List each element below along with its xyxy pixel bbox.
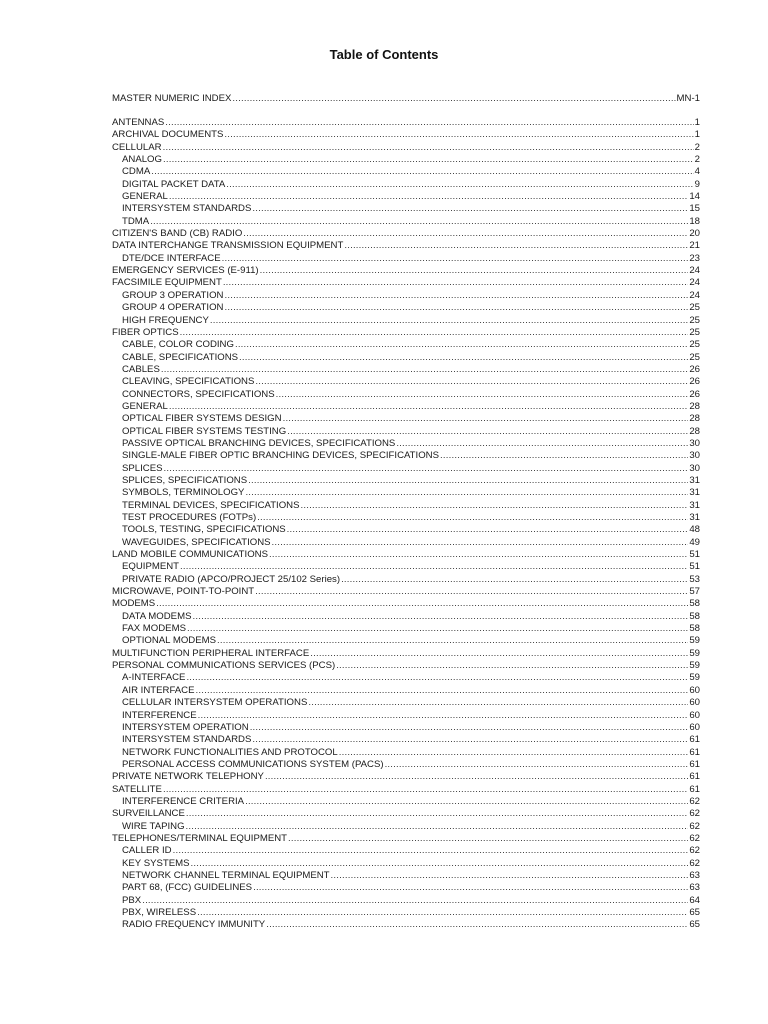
toc-entry-label: FIBER OPTICS xyxy=(112,326,179,338)
dot-leader xyxy=(210,315,688,327)
dot-leader xyxy=(341,574,688,586)
toc-entry-page: 1 xyxy=(694,129,700,141)
toc-entry-label: OPTIONAL MODEMS xyxy=(122,635,216,647)
dot-leader xyxy=(224,290,688,302)
toc-entry-label: WIRE TAPING xyxy=(122,820,185,832)
toc-entry[interactable] xyxy=(112,117,700,129)
toc-entry-label: INTERFERENCE xyxy=(122,709,197,721)
toc-entry[interactable] xyxy=(112,401,700,413)
toc-entry-page: 31 xyxy=(689,487,700,499)
toc-entry[interactable] xyxy=(112,302,700,314)
toc-entry-page: 60 xyxy=(689,709,700,721)
dot-leader xyxy=(232,93,675,105)
toc-entry-page: 59 xyxy=(689,660,700,672)
toc-entry-label: TOOLS, TESTING, SPECIFICATIONS xyxy=(122,524,286,536)
toc-entry[interactable] xyxy=(112,635,700,647)
toc-entry-label: MASTER NUMERIC INDEX xyxy=(112,93,232,104)
toc-entry[interactable] xyxy=(112,808,700,820)
toc-entry-page: 25 xyxy=(689,314,700,326)
toc-entry-page: 31 xyxy=(689,512,700,523)
toc-entry-label: INTERSYSTEM OPERATION xyxy=(122,721,249,733)
toc-entry-page: 53 xyxy=(689,573,700,585)
toc-entry-label: MULTIFUNCTION PERIPHERAL INTERFACE xyxy=(112,647,310,659)
toc-entry[interactable] xyxy=(112,364,700,376)
toc-entry-label: ARCHIVAL DOCUMENTS xyxy=(112,129,224,141)
master-index-section xyxy=(112,93,700,105)
dot-leader xyxy=(173,845,689,857)
toc-entry-page: 65 xyxy=(689,907,700,918)
dot-leader xyxy=(142,895,688,907)
toc-entry-label: CONNECTORS, SPECIFICATIONS xyxy=(122,388,275,400)
dot-leader xyxy=(186,821,689,833)
toc-entry-label: GROUP 3 OPERATION xyxy=(122,289,224,301)
toc-entry-page: 61 xyxy=(689,783,700,795)
dot-leader xyxy=(287,426,688,438)
toc-entry-label: TELEPHONES/TERMINAL EQUIPMENT xyxy=(112,832,288,844)
dot-leader xyxy=(272,537,689,549)
toc-entry[interactable] xyxy=(112,450,700,462)
dot-leader xyxy=(288,833,688,845)
toc-entry[interactable] xyxy=(112,191,700,203)
toc-entry[interactable] xyxy=(112,685,700,697)
toc-entry-page: 48 xyxy=(689,524,700,536)
toc-entry-page: 14 xyxy=(689,191,700,203)
toc-entry[interactable] xyxy=(112,895,700,907)
toc-entry-page: 59 xyxy=(689,635,700,647)
toc-entry-label: PRIVATE NETWORK TELEPHONY xyxy=(112,771,264,783)
toc-entry-page: 61 xyxy=(689,734,700,746)
toc-entry-page: 24 xyxy=(689,265,700,277)
toc-entry-page: 2 xyxy=(694,154,700,166)
toc-entry-page: 30 xyxy=(689,450,700,462)
toc-list xyxy=(112,117,700,932)
toc-entry-label: HIGH FREQUENCY xyxy=(122,314,209,326)
toc-entry-page: 15 xyxy=(689,203,700,215)
dot-leader xyxy=(245,487,688,499)
toc-entry[interactable] xyxy=(112,265,700,277)
dot-leader xyxy=(150,216,688,228)
dot-leader xyxy=(255,376,688,388)
dot-leader xyxy=(339,747,689,759)
toc-entry[interactable] xyxy=(112,475,700,487)
toc-entry-page: 26 xyxy=(689,388,700,400)
toc-entry-page: 25 xyxy=(689,302,700,314)
dot-leader xyxy=(169,191,688,203)
toc-entry-label: TDMA xyxy=(122,215,150,227)
toc-entry-page: 21 xyxy=(689,240,700,252)
toc-entry[interactable] xyxy=(112,623,700,635)
dot-leader xyxy=(191,858,689,870)
dot-leader xyxy=(224,302,688,314)
dot-leader xyxy=(260,265,689,277)
dot-leader xyxy=(336,660,688,672)
dot-leader xyxy=(252,203,688,215)
toc-entry-page: 25 xyxy=(689,339,700,351)
dot-leader xyxy=(163,142,694,154)
toc-entry-label: EMERGENCY SERVICES (E-911) xyxy=(112,265,259,277)
toc-entry[interactable] xyxy=(112,203,700,215)
toc-entry-page: 58 xyxy=(689,623,700,635)
dot-leader xyxy=(265,771,688,783)
toc-entry[interactable] xyxy=(112,722,700,734)
dot-leader xyxy=(250,722,689,734)
toc-entry-page: 24 xyxy=(689,289,700,301)
dot-leader xyxy=(266,919,688,931)
toc-entry-page: 26 xyxy=(689,376,700,388)
toc-entry[interactable] xyxy=(112,413,700,425)
dot-leader xyxy=(253,882,688,894)
toc-entry-label: SINGLE-MALE FIBER OPTIC BRANCHING DEVICES, SPECIFICATIONS xyxy=(122,450,440,462)
toc-entry-page: 24 xyxy=(689,277,700,289)
toc-entry[interactable] xyxy=(112,179,700,191)
dot-leader xyxy=(197,907,688,919)
toc-entry[interactable] xyxy=(112,833,700,845)
dot-leader xyxy=(255,586,688,598)
toc-entry-page: 60 xyxy=(689,684,700,696)
toc-entry[interactable] xyxy=(112,907,700,919)
dot-leader xyxy=(187,623,688,635)
toc-entry-page: 60 xyxy=(689,721,700,733)
toc-entry-label: CLEAVING, SPECIFICATIONS xyxy=(122,376,255,388)
toc-entry[interactable] xyxy=(112,290,700,302)
toc-entry-page: 62 xyxy=(689,808,700,820)
toc-entry[interactable] xyxy=(112,277,700,289)
toc-entry-page: 9 xyxy=(694,178,700,190)
toc-entry[interactable] xyxy=(112,154,700,166)
toc-entry-page: 30 xyxy=(689,437,700,449)
toc-entry-label: OPTICAL FIBER SYSTEMS DESIGN xyxy=(122,413,282,425)
dot-leader xyxy=(196,685,689,697)
dot-leader xyxy=(239,352,688,364)
toc-entry-label: DATA INTERCHANGE TRANSMISSION EQUIPMENT xyxy=(112,240,344,252)
toc-entry-page: 59 xyxy=(689,647,700,659)
toc-entry-page: 18 xyxy=(689,215,700,227)
toc-entry[interactable] xyxy=(112,524,700,536)
dot-leader xyxy=(186,808,688,820)
toc-entry[interactable] xyxy=(112,821,700,833)
toc-entry[interactable] xyxy=(112,710,700,722)
toc-entry-label: RADIO FREQUENCY IMMUNITY xyxy=(122,919,266,931)
toc-entry-label: CALLER ID xyxy=(122,845,172,857)
toc-entry[interactable] xyxy=(112,537,700,549)
toc-entry[interactable] xyxy=(112,672,700,684)
dot-leader xyxy=(276,389,689,401)
toc-entry-page: 59 xyxy=(689,672,700,684)
toc-entry-label: SURVEILLANCE xyxy=(112,808,185,820)
dot-leader xyxy=(180,561,688,573)
toc-entry[interactable] xyxy=(112,339,700,351)
toc-entry-page: 26 xyxy=(689,363,700,375)
toc-entry-label: SPLICES, SPECIFICATIONS xyxy=(122,474,248,486)
toc-entry-page: 25 xyxy=(689,351,700,363)
toc-entry-label: A-INTERFACE xyxy=(122,672,186,684)
dot-leader xyxy=(331,870,689,882)
toc-entry[interactable] xyxy=(112,463,700,475)
dot-leader xyxy=(224,129,693,141)
toc-entry-label: AIR INTERFACE xyxy=(122,684,195,696)
toc-entry[interactable] xyxy=(112,352,700,364)
dot-leader xyxy=(248,475,688,487)
toc-entry-label: OPTICAL FIBER SYSTEMS TESTING xyxy=(122,425,287,437)
toc-entry-label: PERSONAL ACCESS COMMUNICATIONS SYSTEM (PACS) xyxy=(122,758,384,770)
toc-entry-label: PBX xyxy=(122,894,142,906)
toc-entry-label: FACSIMILE EQUIPMENT xyxy=(112,277,222,289)
toc-entry-label: PBX, WIRELESS xyxy=(122,907,197,918)
dot-leader xyxy=(156,598,688,610)
dot-leader xyxy=(151,166,693,178)
dot-leader xyxy=(245,796,688,808)
toc-entry-label: NETWORK FUNCTIONALITIES AND PROTOCOL xyxy=(122,746,338,758)
dot-leader xyxy=(283,413,689,425)
toc-entry-page: 51 xyxy=(689,549,700,561)
toc-entry-label: SPLICES xyxy=(122,462,163,474)
toc-entry[interactable] xyxy=(112,858,700,870)
toc-entry-label: CABLES xyxy=(122,363,160,375)
toc-entry-label: DATA MODEMS xyxy=(122,610,192,622)
dot-leader xyxy=(222,253,689,265)
toc-entry-page: 25 xyxy=(689,326,700,338)
toc-entry-label: DTE/DCE INTERFACE xyxy=(122,252,221,264)
toc-entry-label: GENERAL xyxy=(122,191,168,203)
toc-entry-label: CDMA xyxy=(122,166,151,178)
toc-entry[interactable] xyxy=(112,512,700,524)
toc-entry[interactable] xyxy=(112,500,700,512)
toc-entry-page: 31 xyxy=(689,499,700,511)
toc-entry-label: INTERSYSTEM STANDARDS xyxy=(122,734,252,746)
toc-entry-page: 62 xyxy=(689,832,700,844)
dot-leader xyxy=(164,463,689,475)
toc-entry-page: 4 xyxy=(694,166,700,178)
toc-entry[interactable] xyxy=(112,228,700,240)
dot-leader xyxy=(243,228,688,240)
toc-entry-label: GENERAL xyxy=(122,400,168,412)
toc-entry-label: INTERSYSTEM STANDARDS xyxy=(122,203,252,215)
toc-entry-page: 1 xyxy=(694,117,700,128)
dot-leader xyxy=(226,179,693,191)
toc-entry-label: PASSIVE OPTICAL BRANCHING DEVICES, SPECIFICATIONS xyxy=(122,437,396,449)
toc-entry-label: TEST PROCEDURES (FOTPs) xyxy=(122,512,257,523)
toc-entry[interactable] xyxy=(112,845,700,857)
toc-entry-page: 65 xyxy=(689,919,700,931)
toc-entry-label: TERMINAL DEVICES, SPECIFICATIONS xyxy=(122,499,300,511)
dot-leader xyxy=(165,117,693,129)
toc-entry-label: INTERFERENCE CRITERIA xyxy=(122,795,245,807)
toc-entry[interactable] xyxy=(112,870,700,882)
toc-entry-page: 20 xyxy=(689,228,700,240)
toc-entry-label: DIGITAL PACKET DATA xyxy=(122,178,226,190)
dot-leader xyxy=(308,697,688,709)
toc-entry-label: PERSONAL COMMUNICATIONS SERVICES (PCS) xyxy=(112,660,336,672)
toc-entry-label: FAX MODEMS xyxy=(122,623,186,635)
toc-entry[interactable] xyxy=(112,327,700,339)
toc-entry[interactable] xyxy=(112,697,700,709)
toc-entry-page: 58 xyxy=(689,598,700,610)
toc-entry-label: CELLULAR xyxy=(112,141,162,153)
toc-entry-label: CABLE, SPECIFICATIONS xyxy=(122,351,239,363)
dot-leader xyxy=(217,635,688,647)
dot-leader xyxy=(235,339,688,351)
toc-entry-master-numeric-index[interactable] xyxy=(112,93,700,105)
toc-entry-label: MODEMS xyxy=(112,598,156,610)
toc-entry-page: 28 xyxy=(689,425,700,437)
toc-entry-page: 64 xyxy=(689,894,700,906)
dot-leader xyxy=(385,759,689,771)
dot-leader xyxy=(310,648,688,660)
toc-entry-page: 61 xyxy=(689,771,700,783)
dot-leader xyxy=(223,277,689,289)
toc-entry-page: 49 xyxy=(689,536,700,548)
toc-entry[interactable] xyxy=(112,919,700,931)
toc-entry-label: LAND MOBILE COMMUNICATIONS xyxy=(112,549,269,561)
toc-entry-label: PRIVATE RADIO (APCO/PROJECT 25/102 Series) xyxy=(122,573,341,585)
toc-entry[interactable] xyxy=(112,426,700,438)
dot-leader xyxy=(186,672,688,684)
dot-leader xyxy=(344,240,688,252)
dot-leader xyxy=(163,154,694,166)
toc-entry[interactable] xyxy=(112,586,700,598)
toc-entry[interactable] xyxy=(112,487,700,499)
toc-entry-page: MN-1 xyxy=(676,93,700,104)
dot-leader xyxy=(252,734,688,746)
toc-entry[interactable] xyxy=(112,648,700,660)
toc-entry[interactable] xyxy=(112,759,700,771)
toc-entry[interactable] xyxy=(112,129,700,141)
dot-leader xyxy=(301,500,689,512)
dot-leader xyxy=(287,524,689,536)
toc-entry-label: NETWORK CHANNEL TERMINAL EQUIPMENT xyxy=(122,869,330,881)
toc-entry-page: 31 xyxy=(689,474,700,486)
toc-entry[interactable] xyxy=(112,166,700,178)
toc-entry-label: SYMBOLS, TERMINOLOGY xyxy=(122,487,245,499)
toc-entry[interactable] xyxy=(112,216,700,228)
toc-entry[interactable] xyxy=(112,561,700,573)
toc-entry-page: 61 xyxy=(689,746,700,758)
dot-leader xyxy=(198,710,689,722)
toc-entry[interactable] xyxy=(112,376,700,388)
dot-leader xyxy=(163,784,688,796)
toc-entry-page: 62 xyxy=(689,857,700,869)
toc-entry[interactable] xyxy=(112,882,700,894)
toc-entry-page: 57 xyxy=(689,586,700,598)
toc-entry-label: ANALOG xyxy=(122,154,162,166)
toc-entry[interactable] xyxy=(112,660,700,672)
dot-leader xyxy=(161,364,688,376)
toc-entry[interactable] xyxy=(112,549,700,561)
dot-leader xyxy=(269,549,688,561)
dot-leader xyxy=(169,401,688,413)
toc-entry[interactable] xyxy=(112,734,700,746)
toc-entry[interactable] xyxy=(112,315,700,327)
toc-entry[interactable] xyxy=(112,771,700,783)
dot-leader xyxy=(180,327,689,339)
toc-entry[interactable] xyxy=(112,142,700,154)
toc-entry-page: 58 xyxy=(689,610,700,622)
toc-entry-label: GROUP 4 OPERATION xyxy=(122,302,224,314)
toc-entry-page: 61 xyxy=(689,758,700,770)
toc-entry[interactable] xyxy=(112,253,700,265)
toc-entry-page: 51 xyxy=(689,561,700,573)
toc-entry-label: SATELLITE xyxy=(112,783,162,795)
toc-entry-label: CITIZEN'S BAND (CB) RADIO xyxy=(112,228,243,240)
toc-entry[interactable] xyxy=(112,438,700,450)
toc-entry-label: CABLE, COLOR CODING xyxy=(122,339,234,351)
toc-entry-label: KEY SYSTEMS xyxy=(122,857,190,869)
toc-entry-page: 28 xyxy=(689,413,700,425)
toc-entry-page: 63 xyxy=(689,882,700,894)
toc-entry-page: 30 xyxy=(689,462,700,474)
toc-entry-page: 23 xyxy=(689,252,700,264)
dot-leader xyxy=(192,611,688,623)
toc-entry[interactable] xyxy=(112,389,700,401)
toc-entry[interactable] xyxy=(112,784,700,796)
toc-entry-page: 62 xyxy=(689,845,700,857)
toc-entry-page: 28 xyxy=(689,400,700,412)
dot-leader xyxy=(396,438,688,450)
toc-entry-label: ANTENNAS xyxy=(112,117,165,128)
toc-entry-page: 63 xyxy=(689,869,700,881)
toc-entry[interactable] xyxy=(112,598,700,610)
toc-entry-page: 2 xyxy=(694,141,700,153)
toc-entry[interactable] xyxy=(112,611,700,623)
dot-leader xyxy=(257,512,688,524)
toc-entry-label: PART 68, (FCC) GUIDELINES xyxy=(122,882,253,894)
toc-entry-label: CELLULAR INTERSYSTEM OPERATIONS xyxy=(122,697,308,709)
toc-entry[interactable] xyxy=(112,240,700,252)
page-title: Table of Contents xyxy=(329,47,439,62)
toc-entry-label: MICROWAVE, POINT-TO-POINT xyxy=(112,586,255,598)
toc-entry-page: 62 xyxy=(689,820,700,832)
toc-entry-page: 62 xyxy=(689,795,700,807)
toc-entry[interactable] xyxy=(112,796,700,808)
toc-entry[interactable] xyxy=(112,747,700,759)
toc-entry-label: EQUIPMENT xyxy=(122,561,180,573)
dot-leader xyxy=(440,450,688,462)
toc-entry-page: 60 xyxy=(689,697,700,709)
toc-entry-label: WAVEGUIDES, SPECIFICATIONS xyxy=(122,536,271,548)
toc-entry[interactable] xyxy=(112,574,700,586)
